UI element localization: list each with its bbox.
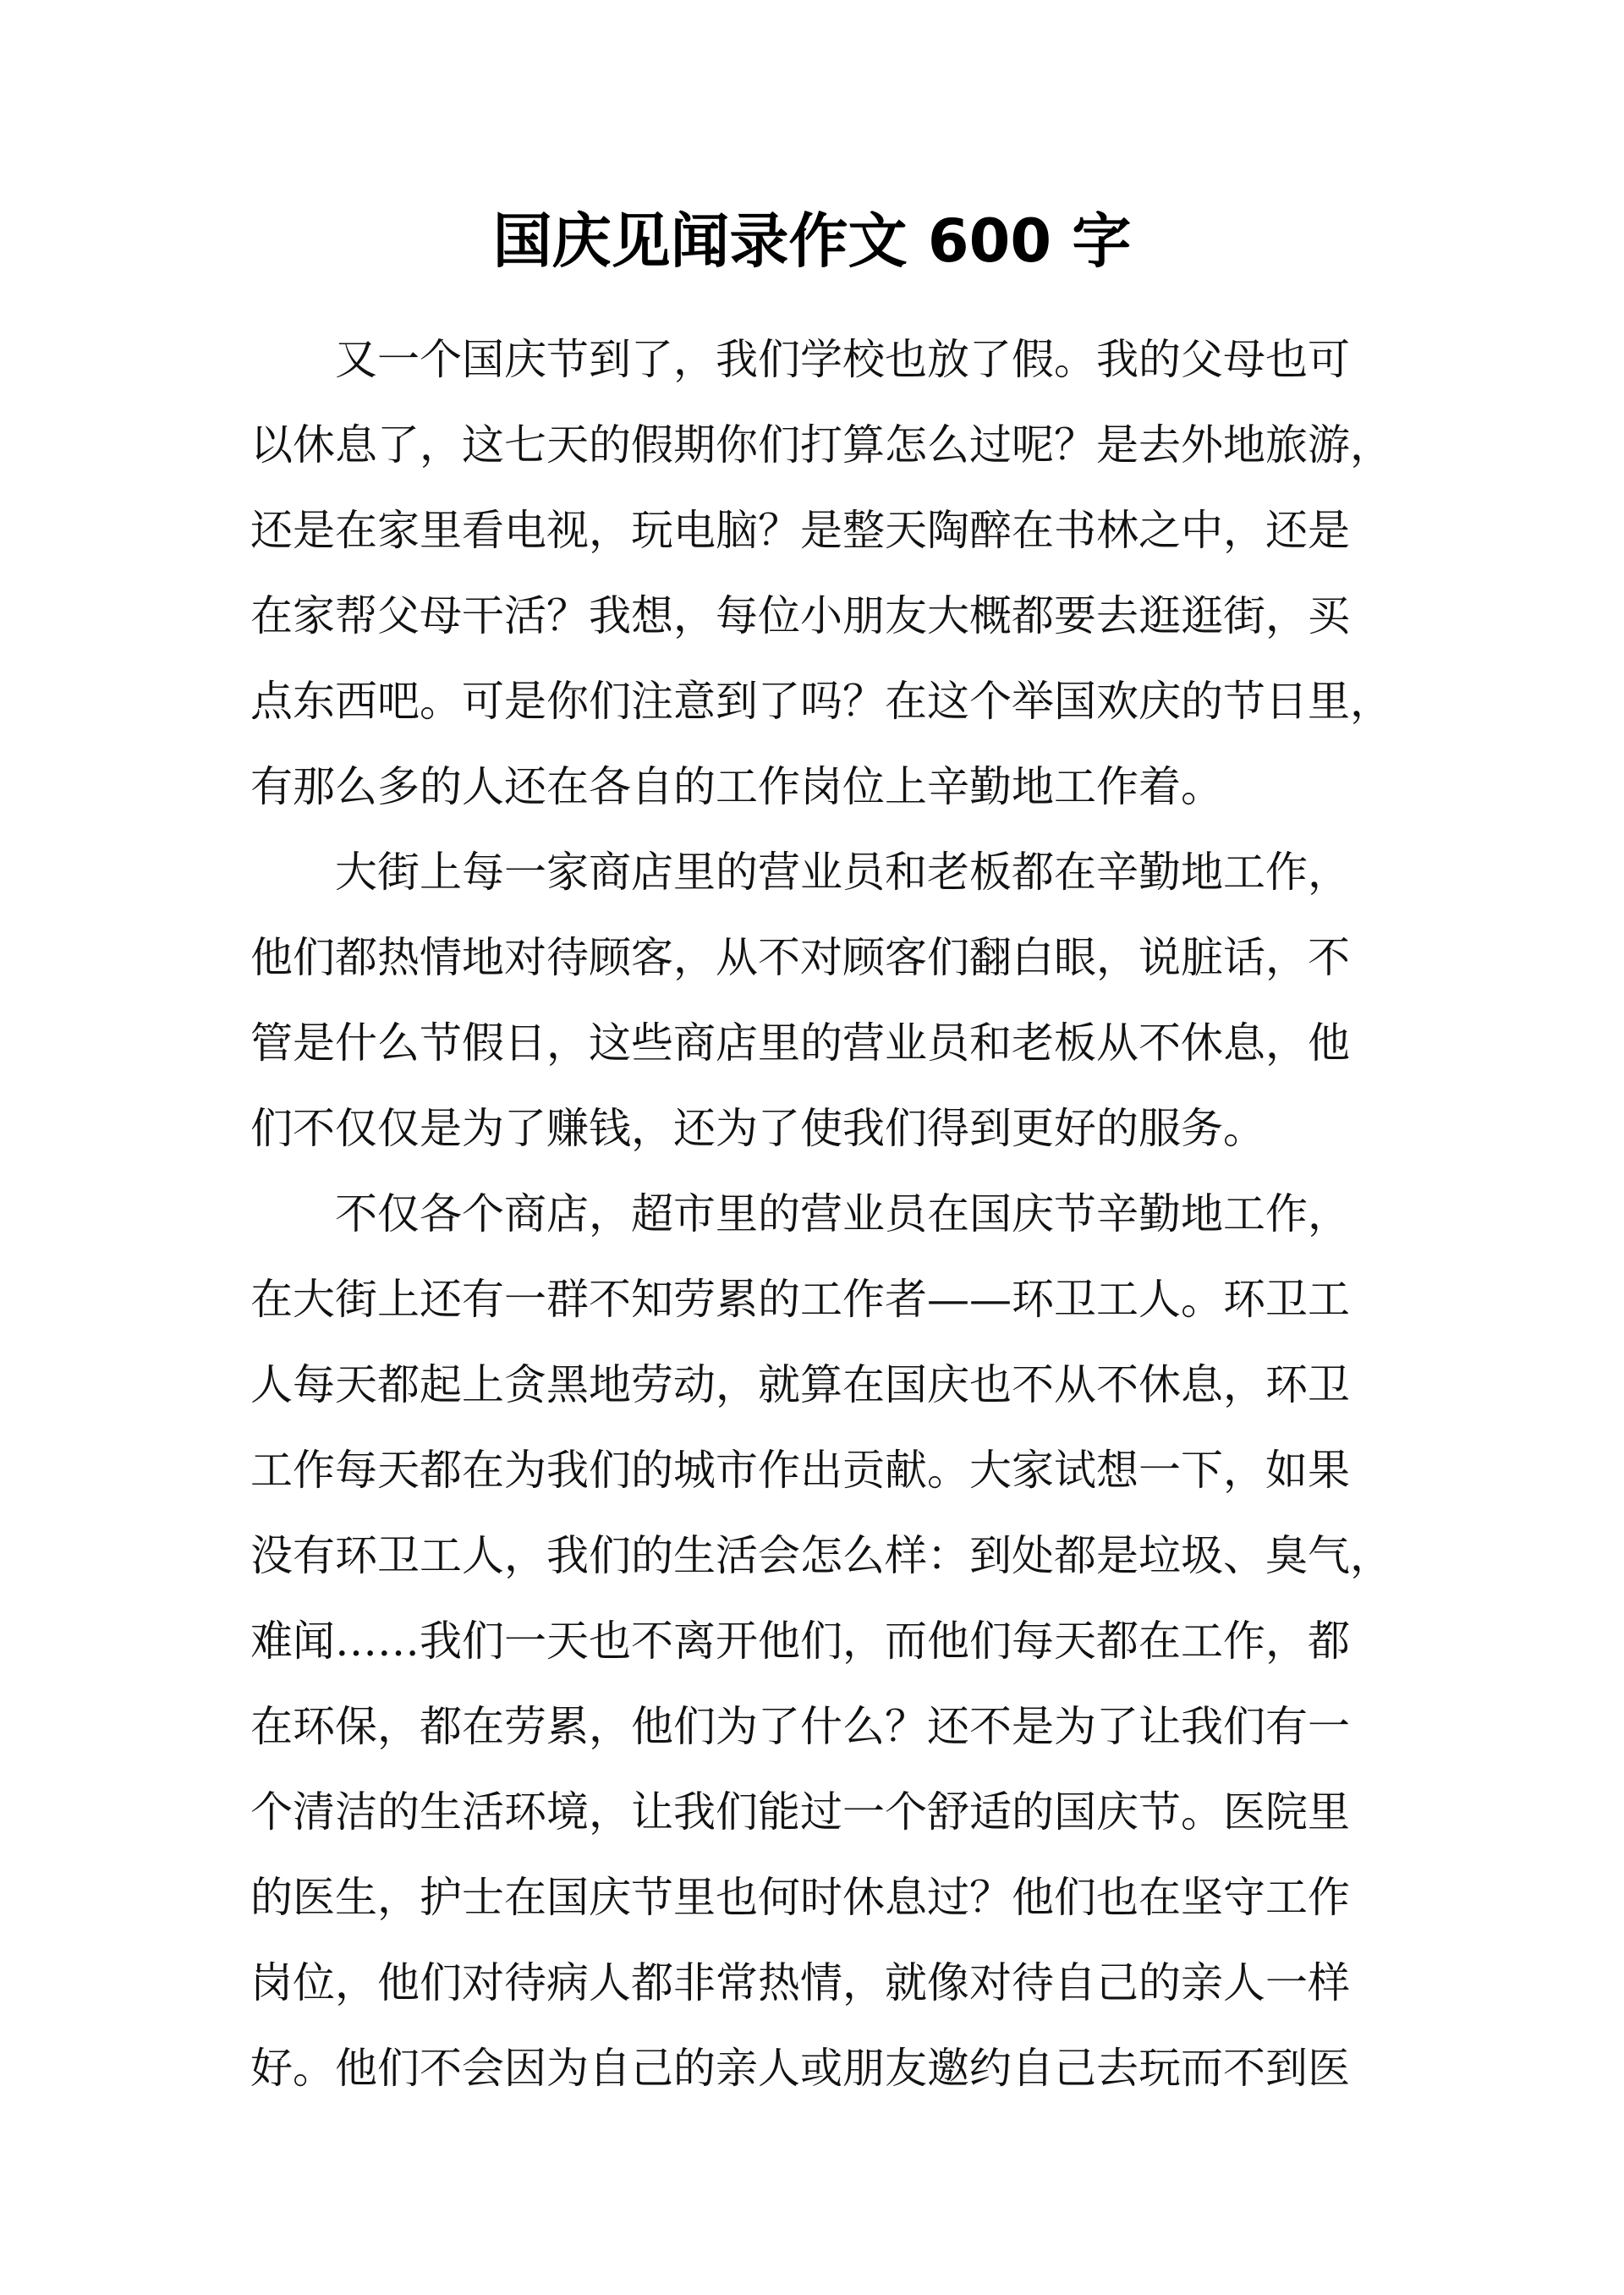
paragraph-2: [250, 830, 1384, 1172]
text-line: 大街上每一家商店里的营业员和老板都在辛勤地工作，: [335, 848, 1350, 897]
document-body: [250, 317, 1392, 2111]
text-line: 有那么多的人还在各自的工作岗位上辛勤地工作着。: [250, 762, 1223, 811]
text-line: 在环保，都在劳累，他们为了什么？还不是为了让我们有一: [250, 1702, 1350, 1751]
text-line: 工作每天都在为我们的城市作出贡献。大家试想一下，如果: [250, 1446, 1350, 1495]
text-line: 难闻……我们一天也不离开他们，而他们每天都在工作，都: [250, 1617, 1350, 1666]
document-title: 国庆见闻录作文 600 字: [492, 206, 1132, 276]
text-line: 没有环卫工人，我们的生活会怎么样：到处都是垃圾、臭气，: [250, 1531, 1392, 1580]
text-line: 个清洁的生活环境，让我们能过一个舒适的国庆节。医院里: [250, 1787, 1350, 1837]
text-line: 好。他们不会因为自己的亲人或朋友邀约自己去玩而不到医: [250, 2044, 1350, 2093]
text-line: 在家帮父母干活？我想，每位小朋友大概都要去逛逛街，买: [250, 591, 1350, 640]
text-line: 他们都热情地对待顾客，从不对顾客们翻白眼，说脏话，不: [250, 933, 1350, 982]
paragraph-1: [250, 317, 1392, 830]
text-line: 岗位，他们对待病人都非常热情，就像对待自己的亲人一样: [250, 1958, 1350, 2007]
text-line: 以休息了，这七天的假期你们打算怎么过呢？是去外地旅游，: [250, 420, 1392, 469]
text-line: 又一个国庆节到了，我们学校也放了假。我的父母也可: [335, 335, 1350, 384]
text-line: 点东西吧。可是你们注意到了吗？在这个举国欢庆的节日里，: [250, 677, 1392, 726]
text-line: 不仅各个商店，超市里的营业员在国庆节辛勤地工作，: [335, 1189, 1350, 1238]
text-line: 还是在家里看电视，玩电脑？是整天陶醉在书林之中，还是: [250, 506, 1350, 555]
text-line: 们不仅仅是为了赚钱，还为了使我们得到更好的服务。: [250, 1104, 1265, 1153]
paragraph-3: [250, 1172, 1392, 2111]
text-line: 管是什么节假日，这些商店里的营业员和老板从不休息，他: [250, 1018, 1350, 1068]
text-line: 在大街上还有一群不知劳累的工作者——环卫工人。环卫工: [250, 1275, 1350, 1324]
text-line: 人每天都起上贪黑地劳动，就算在国庆也不从不休息，环卫: [250, 1360, 1350, 1409]
text-line: 的医生，护士在国庆节里也何时休息过？他们也在坚守工作: [250, 1873, 1350, 1922]
